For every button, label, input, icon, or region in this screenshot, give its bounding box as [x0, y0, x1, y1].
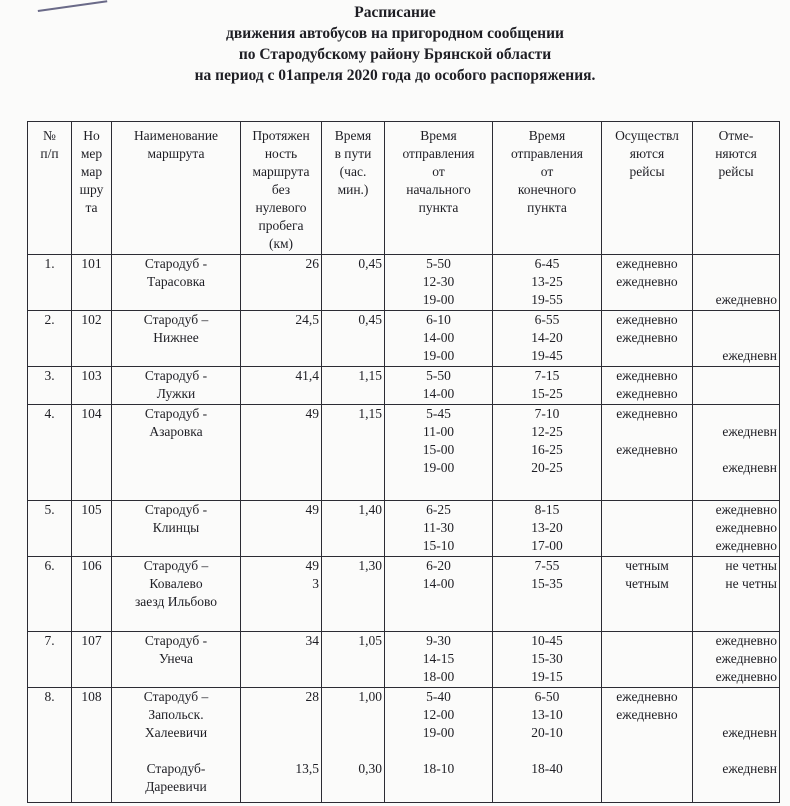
cell-line: [324, 724, 382, 742]
cell-line: 12-00: [422, 707, 455, 722]
cell-line: №: [43, 128, 56, 143]
cell-line: 5-50: [426, 256, 451, 271]
cell-line: Стародуб –: [143, 558, 209, 573]
cell-line: нулевого: [255, 200, 307, 215]
cell-length: [241, 688, 322, 803]
table-row: [28, 557, 780, 632]
cell-line: ежедневно: [616, 442, 678, 457]
cell-line: 6-50: [534, 689, 560, 704]
cell-operated: [602, 405, 693, 501]
header-subtitle: движения автобусов на пригородном сообщении: [226, 25, 564, 42]
cell-line: пробега: [258, 218, 304, 233]
cell-line: [695, 329, 777, 347]
cell-line: ежедневно: [715, 633, 777, 648]
cell-line: яются: [629, 146, 665, 161]
cell-line: шру: [79, 182, 104, 197]
cell-length: [241, 367, 322, 405]
cell-line: 6-45: [534, 256, 560, 271]
cell-line: ежедневн: [722, 424, 777, 439]
cell-line: Наименование: [133, 128, 219, 143]
cell-line: от: [432, 164, 445, 179]
cell-departure-start: [385, 405, 493, 501]
cell-cancelled: [693, 501, 780, 557]
cell-line: 5-50: [426, 368, 451, 383]
cell-line: 6-55: [534, 312, 560, 327]
cell-line: 15-35: [531, 576, 563, 591]
cell-departure-start: [385, 632, 493, 688]
cell-departure-end: [493, 367, 602, 405]
header-title: Расписание: [354, 4, 436, 21]
cell-line: ежедневно: [616, 406, 678, 421]
cell-route-number: 102: [72, 311, 112, 367]
cell-line: 28: [305, 689, 319, 704]
cell-line: Унеча: [158, 651, 194, 666]
cell-line: Время: [420, 128, 457, 143]
cell-route-name: [112, 501, 241, 557]
cell-line: ежедневн: [722, 761, 777, 776]
cell-line: 12-25: [531, 424, 563, 439]
cell-line: [695, 688, 777, 706]
cell-line: от: [540, 164, 554, 179]
cell-line: 14-20: [531, 330, 563, 345]
cell-line: Стародуб -: [144, 256, 208, 271]
cell-line: 20-10: [531, 725, 563, 740]
cell-travel-time: [322, 632, 385, 688]
cell-line: 15-25: [531, 386, 563, 401]
cell-line: Стародуб -: [144, 368, 208, 383]
table-row: [28, 255, 780, 311]
cell-line: ежедневно: [616, 368, 678, 383]
cell-departure-end: [493, 688, 602, 803]
cell-number: 2.: [28, 311, 72, 367]
cell-line: конечного: [517, 182, 577, 197]
cell-line: ежедневн: [722, 348, 777, 363]
cell-departure-end: [493, 311, 602, 367]
cell-line: 7-10: [534, 406, 560, 421]
cell-travel-time: [322, 255, 385, 311]
cell-line: [695, 706, 777, 724]
cell-length: [241, 501, 322, 557]
cell-travel-time: [322, 501, 385, 557]
cell-line: 13,5: [295, 761, 319, 776]
cell-departure-start: [385, 557, 493, 632]
cell-line: 7-55: [534, 558, 560, 573]
cell-departure-end: [493, 632, 602, 688]
cell-travel-time: [322, 557, 385, 632]
cell-line: ежедневно: [616, 330, 678, 345]
table-row: [28, 688, 780, 803]
cell-line: 15-30: [531, 651, 563, 666]
cell-number: 4.: [28, 405, 72, 501]
cell-line: [695, 255, 777, 273]
cell-line: 13-20: [531, 520, 563, 535]
cell-line: [324, 706, 382, 724]
cell-line: четным: [625, 558, 669, 573]
cell-line: ность: [264, 146, 298, 161]
cell-line: 15-10: [422, 538, 455, 553]
cell-line: [387, 742, 490, 760]
cell-line: (час.: [339, 164, 367, 179]
cell-line: 20-25: [531, 460, 563, 475]
cell-departure-start: [385, 255, 493, 311]
cell-line: 19-45: [531, 348, 563, 363]
cell-line: 5-45: [426, 406, 451, 421]
cell-line: Отме-: [718, 128, 754, 143]
cell-line: [695, 405, 777, 423]
cell-length: [241, 311, 322, 367]
document-header: [0, 2, 790, 86]
cell-line: 11-30: [423, 520, 454, 535]
cell-line: 7-15: [534, 368, 560, 383]
cell-line: 14-00: [422, 386, 455, 401]
cell-line: 14-00: [422, 330, 455, 345]
cell-line: заезд Ильбово: [134, 594, 218, 609]
col-header-cancelled: [693, 122, 780, 255]
cell-line: 34: [305, 633, 319, 648]
cell-line: ежедневно: [616, 274, 678, 289]
cell-line: [324, 742, 382, 760]
cell-line: 41,4: [295, 368, 319, 383]
cell-line: 17-00: [531, 538, 563, 553]
cell-line: няются: [715, 146, 757, 161]
schedule-table: [27, 121, 780, 803]
cell-line: отправления: [510, 146, 584, 161]
cell-line: Стародуб -: [144, 502, 208, 517]
cell-line: маршрута: [147, 146, 205, 161]
cell-route-number: 105: [72, 501, 112, 557]
cell-line: 0,30: [358, 761, 382, 776]
cell-line: рейсы: [629, 164, 665, 179]
cell-line: [604, 423, 690, 441]
col-header-route-name: [112, 122, 241, 255]
cell-departure-start: [385, 367, 493, 405]
cell-line: 1,05: [358, 633, 382, 648]
cell-line: 10-45: [531, 633, 563, 648]
cell-line: Время: [334, 128, 372, 143]
cell-line: Но: [83, 128, 100, 143]
cell-cancelled: [693, 688, 780, 803]
header-region: по Стародубскому району Брянской области: [238, 46, 552, 63]
cell-departure-end: [493, 405, 602, 501]
cell-line: та: [85, 200, 98, 215]
cell-route-name: [112, 311, 241, 367]
cell-cancelled: [693, 311, 780, 367]
cell-line: (км): [268, 236, 294, 251]
cell-operated: [602, 311, 693, 367]
cell-travel-time: [322, 688, 385, 803]
cell-line: 19-00: [422, 292, 455, 307]
cell-line: [243, 724, 319, 742]
cell-route-name: [112, 367, 241, 405]
cell-number: 7.: [28, 632, 72, 688]
cell-line: мин.): [337, 182, 369, 197]
cell-line: Азаровка: [149, 424, 203, 439]
table-row: [28, 367, 780, 405]
cell-line: [243, 742, 319, 760]
cell-line: ежедневно: [616, 312, 678, 327]
cell-departure-end: [493, 557, 602, 632]
cell-cancelled: [693, 557, 780, 632]
header-period: на период с 01апреля 2020 года до особого распоряжения.: [194, 67, 596, 84]
cell-number: 6.: [28, 557, 72, 632]
cell-route-number: 108: [72, 688, 112, 803]
cell-line: Клинцы: [152, 520, 200, 535]
cell-operated: [602, 255, 693, 311]
cell-route-number: 107: [72, 632, 112, 688]
cell-length: [241, 405, 322, 501]
cell-line: [695, 742, 777, 760]
cell-line: ежедневн: [722, 725, 777, 740]
cell-line: Стародуб -: [144, 633, 208, 648]
cell-line: Запольск.: [148, 707, 204, 722]
cell-line: [495, 742, 599, 760]
cell-departure-start: [385, 311, 493, 367]
cell-length: [241, 255, 322, 311]
cell-line: 1,00: [358, 689, 382, 704]
cell-line: начального: [406, 182, 471, 197]
cell-line: ежедневн: [722, 460, 777, 475]
cell-operated: [602, 557, 693, 632]
cell-line: [114, 742, 238, 760]
cell-line: ежедневно: [616, 689, 678, 704]
cell-route-number: 101: [72, 255, 112, 311]
cell-operated: [602, 688, 693, 803]
cell-number: 8.: [28, 688, 72, 803]
cell-line: [243, 706, 319, 724]
col-header-departure-end: [493, 122, 602, 255]
cell-line: 15-00: [422, 442, 455, 457]
cell-line: без: [271, 182, 291, 197]
cell-length: [241, 632, 322, 688]
cell-line: 1,40: [358, 502, 382, 517]
cell-line: не четны: [725, 558, 777, 573]
cell-length: [241, 557, 322, 632]
cell-cancelled: [693, 405, 780, 501]
table-header-row: [28, 122, 780, 255]
cell-cancelled: [693, 367, 780, 405]
cell-route-name: [112, 557, 241, 632]
cell-line: [695, 273, 777, 291]
cell-line: 19-00: [422, 725, 455, 740]
cell-line: ежедневно: [715, 651, 777, 666]
cell-line: 13-10: [531, 707, 563, 722]
cell-line: 1,30: [358, 558, 382, 573]
cell-line: не четны: [725, 576, 777, 591]
cell-travel-time: [322, 405, 385, 501]
cell-line: пункта: [527, 200, 567, 215]
col-header-departure-start: [385, 122, 493, 255]
cell-line: четным: [625, 576, 669, 591]
cell-departure-start: [385, 688, 493, 803]
cell-line: ежедневно: [616, 386, 678, 401]
cell-line: 26: [305, 256, 319, 271]
cell-line: 12-30: [422, 274, 455, 289]
cell-line: 14-15: [422, 651, 455, 666]
cell-number: 1.: [28, 255, 72, 311]
cell-line: 6-25: [426, 502, 451, 517]
cell-cancelled: [693, 255, 780, 311]
cell-line: Осуществл: [615, 128, 679, 143]
table-row: [28, 632, 780, 688]
cell-line: в пути: [334, 146, 372, 161]
cell-line: Тарасовка: [146, 274, 206, 289]
cell-line: 24,5: [295, 312, 319, 327]
col-header-travel-time: [322, 122, 385, 255]
col-header-operated: [602, 122, 693, 255]
cell-travel-time: [322, 311, 385, 367]
col-header-number: [28, 122, 72, 255]
cell-line: мар: [80, 164, 103, 179]
cell-line: Ковалево: [149, 576, 203, 591]
cell-line: п/п: [40, 146, 59, 161]
cell-departure-end: [493, 501, 602, 557]
cell-departure-end: [493, 255, 602, 311]
cell-line: Лужки: [156, 386, 196, 401]
table-row: [28, 501, 780, 557]
cell-line: Стародуб -: [144, 406, 208, 421]
cell-line: 1,15: [358, 406, 382, 421]
cell-line: Стародуб –: [143, 312, 209, 327]
cell-line: 14-00: [422, 576, 455, 591]
cell-line: 18-00: [422, 669, 455, 684]
cell-line: отправления: [402, 146, 475, 161]
cell-line: 18-10: [422, 761, 455, 776]
cell-line: 19-00: [422, 348, 455, 363]
cell-operated: [602, 632, 693, 688]
cell-operated: [602, 501, 693, 557]
cell-line: 19-00: [422, 460, 455, 475]
cell-line: Стародуб-: [146, 761, 206, 776]
cell-line: ежедневно: [715, 520, 777, 535]
cell-line: [695, 441, 777, 459]
cell-line: маршрута: [252, 164, 310, 179]
cell-line: Халеевичи: [144, 725, 208, 740]
cell-line: ежедневно: [715, 292, 777, 307]
cell-line: 16-25: [531, 442, 563, 457]
cell-line: [695, 311, 777, 329]
cell-line: 18-40: [531, 761, 563, 776]
cell-line: 11-00: [423, 424, 454, 439]
cell-line: 3: [312, 576, 319, 591]
table-row: [28, 311, 780, 367]
cell-line: 49: [305, 558, 319, 573]
col-header-route-number: [72, 122, 112, 255]
table-row: [28, 405, 780, 501]
cell-line: 9-30: [426, 633, 451, 648]
cell-line: ежедневно: [715, 669, 777, 684]
cell-route-number: 103: [72, 367, 112, 405]
cell-line: 19-15: [531, 669, 563, 684]
cell-line: Протяжен: [252, 128, 310, 143]
cell-line: 49: [305, 502, 319, 517]
cell-route-name: [112, 255, 241, 311]
cell-line: 6-10: [426, 312, 451, 327]
cell-line: ежедневно: [616, 256, 678, 271]
cell-line: Время: [528, 128, 566, 143]
col-header-length: [241, 122, 322, 255]
cell-cancelled: [693, 632, 780, 688]
cell-line: Нижнее: [153, 330, 199, 345]
cell-line: 0,45: [358, 256, 382, 271]
cell-number: 3.: [28, 367, 72, 405]
cell-departure-start: [385, 501, 493, 557]
cell-number: 5.: [28, 501, 72, 557]
cell-line: мер: [80, 146, 103, 161]
cell-route-name: [112, 405, 241, 501]
cell-line: ежедневно: [715, 502, 777, 517]
cell-line: 1,15: [358, 368, 382, 383]
cell-line: Стародуб –: [143, 689, 209, 704]
cell-route-name: [112, 688, 241, 803]
cell-line: 0,45: [358, 312, 382, 327]
cell-line: рейсы: [718, 164, 754, 179]
cell-line: 49: [305, 406, 319, 421]
cell-line: 19-55: [531, 292, 563, 307]
cell-line: 8-15: [534, 502, 560, 517]
cell-operated: [602, 367, 693, 405]
cell-route-number: 104: [72, 405, 112, 501]
cell-line: ежедневно: [616, 707, 678, 722]
cell-route-number: 106: [72, 557, 112, 632]
cell-line: Дареевичи: [145, 779, 207, 794]
cell-route-name: [112, 632, 241, 688]
cell-line: 5-40: [426, 689, 451, 704]
cell-line: пункта: [418, 200, 459, 215]
cell-line: 6-20: [426, 558, 451, 573]
cell-line: 13-25: [531, 274, 563, 289]
cell-line: ежедневно: [715, 538, 777, 553]
cell-travel-time: [322, 367, 385, 405]
